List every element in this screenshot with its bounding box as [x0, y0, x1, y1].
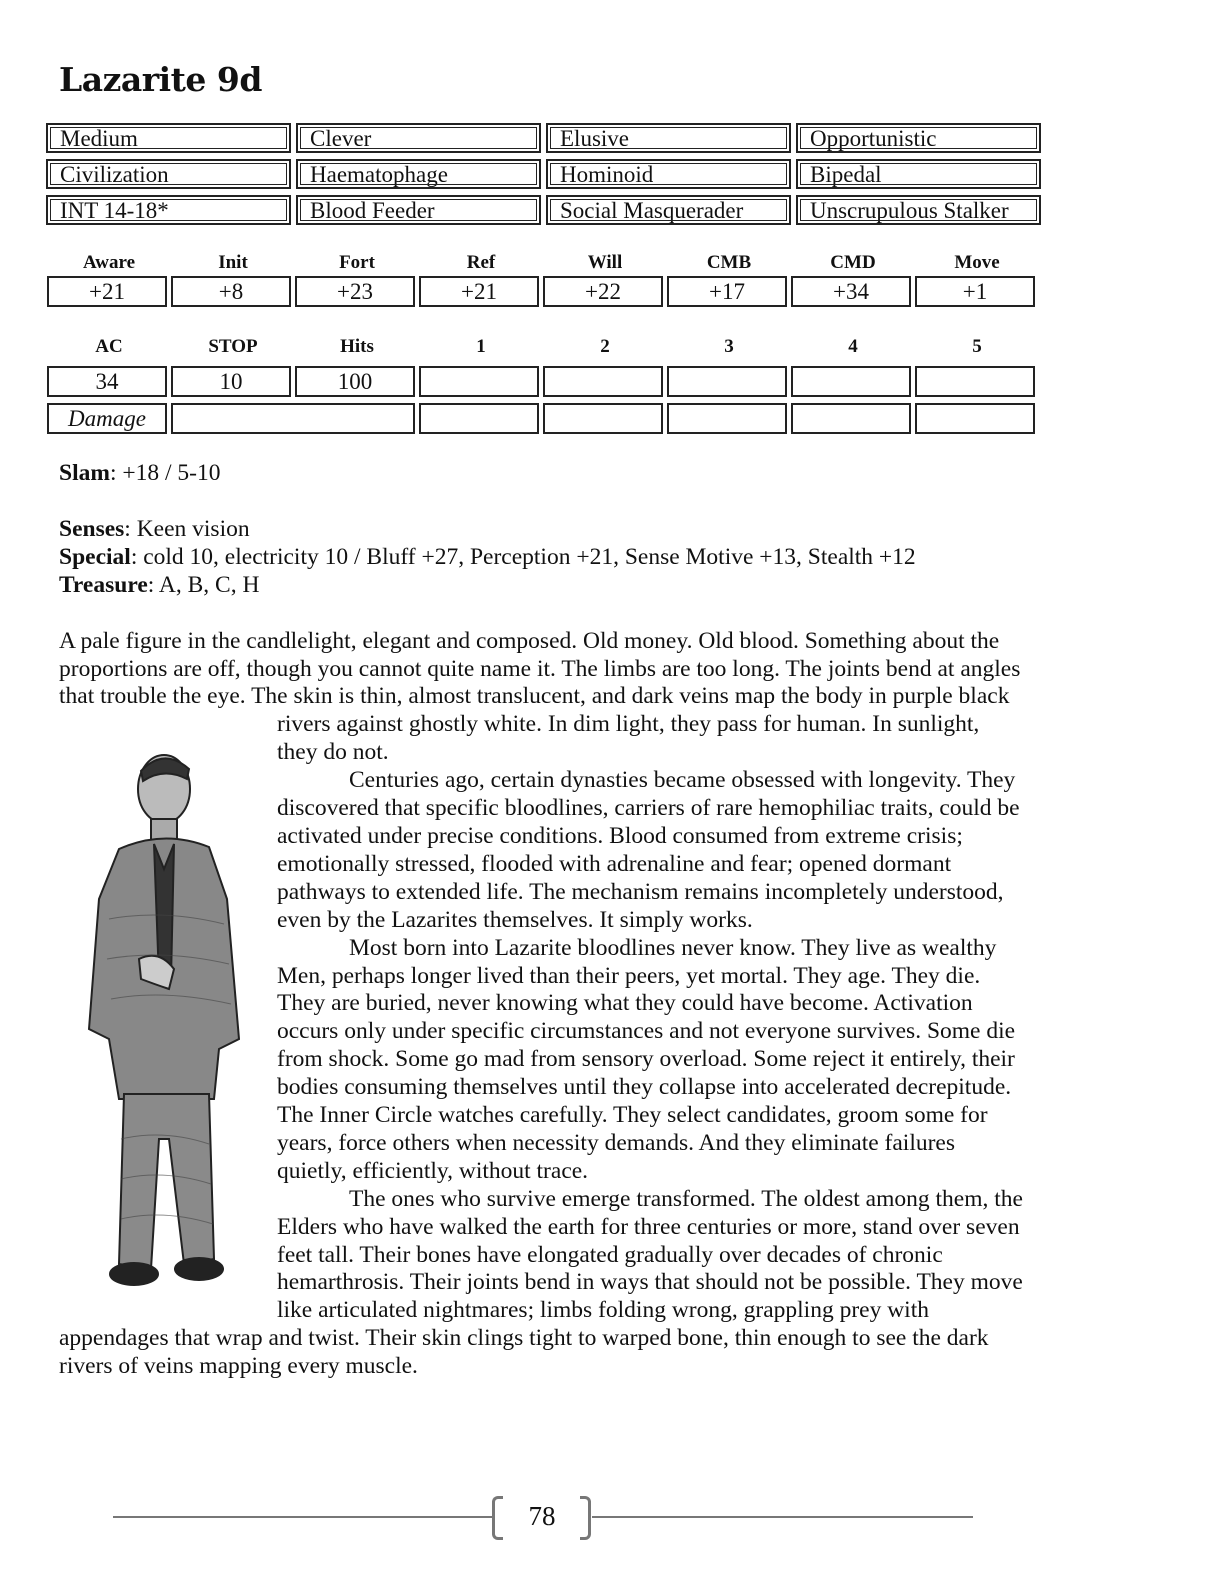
description-paragraph: The ones who survive emerge transformed. The oldest among them, the Elders who have walked the earth for three centuries or more, stand over seven feet tall. Their bones have elongated gradually over decades of chronic hemarthrosis. Their joints bend in ways that should not be possible. They move like articulated nightmares; limbs folding wrong, grappling prey with appendages that wrap and twist. Their skin clings tight to warped bone, thin enough to see the dark rivers of veins mapping every muscle.: [59, 1185, 1023, 1380]
trait-cell: Social Masquerader: [546, 195, 791, 225]
stat-value: +23: [295, 276, 415, 307]
trait-cell: Blood Feeder: [296, 195, 541, 225]
damage-box-4[interactable]: [791, 403, 911, 434]
stat-value: +34: [791, 276, 911, 307]
damage-box[interactable]: [171, 403, 415, 434]
footer-rule-right: [592, 1516, 973, 1518]
page-title: Lazarite 9d: [59, 60, 262, 99]
stat-header: Init: [218, 252, 248, 273]
defense-header: 1: [476, 336, 486, 357]
description-paragraph: Most born into Lazarite bloodlines never know. They live as wealthy Men, perhaps longer lived than their peers, yet mortal. They age. They die. They are buried, never knowing what they could have become. Activation occurs only under specific circumstances and not everyone survives. Some die from shock. Some go mad from sensory overload. Some reject it entirely, their bodies consuming themselves until they collapse into accelerated decrepitude. The Inner Circle watches carefully. They select candidates, groom some for years, force others when necessity demands. And they eliminate failures quietly, efficiently, without trace.: [277, 934, 1016, 1184]
stat-header: Will: [587, 252, 623, 273]
treasure-label: Treasure: [59, 571, 148, 598]
defense-header: 3: [724, 336, 734, 357]
defense-header: AC: [95, 336, 123, 357]
stop-value: 10: [171, 366, 291, 397]
wound-box-4[interactable]: [791, 366, 911, 397]
wound-box-5[interactable]: [915, 366, 1035, 397]
attack-line: [59, 460, 1024, 488]
senses-value: : Keen vision: [124, 515, 250, 542]
defense-header: Hits: [340, 336, 374, 357]
footer-rule-left: [113, 1516, 493, 1518]
defense-header: 5: [972, 336, 982, 357]
defense-header: STOP: [208, 336, 258, 357]
trait-cell: Unscrupulous Stalker: [796, 195, 1041, 225]
body-text: [59, 460, 1024, 1381]
gentleman-illustration: [59, 739, 277, 1325]
defense-header: 2: [600, 336, 610, 357]
senses-line: [59, 516, 1024, 544]
stat-value: +17: [667, 276, 787, 307]
treasure-line: [59, 572, 1024, 600]
special-value: : cold 10, electricity 10 / Bluff +27, Perception +21, Sense Motive +13, Stealth +12: [130, 543, 916, 570]
damage-box-5[interactable]: [915, 403, 1035, 434]
trait-cell: Medium: [46, 123, 291, 153]
trait-cell: INT 14-18*: [46, 195, 291, 225]
trait-cell: Hominoid: [546, 159, 791, 189]
description-paragraph: Centuries ago, certain dynasties became obsessed with longevity. They discovered that specific bloodlines, carriers of rare hemophiliac traits, could be activated under precise conditions. Blood consumed from extreme crisis; emotionally stressed, flooded with adrenaline and fear; opened dormant pathways to extended life. The mechanism remains incompletely understood, even by the Lazarites themselves. It simply works.: [277, 767, 1020, 933]
damage-box-3[interactable]: [667, 403, 787, 434]
defense-table: [47, 336, 1039, 434]
stat-header: Fort: [339, 252, 375, 273]
trait-cell: Civilization: [46, 159, 291, 189]
ac-value: 34: [47, 366, 167, 397]
stat-value: +8: [171, 276, 291, 307]
trait-cell: Clever: [296, 123, 541, 153]
wound-box-1[interactable]: [419, 366, 539, 397]
treasure-value: : A, B, C, H: [147, 571, 260, 598]
page-bracket-right: [580, 1496, 591, 1540]
special-line: [59, 544, 1024, 572]
trait-cell: Haematophage: [296, 159, 541, 189]
defense-header: 4: [848, 336, 858, 357]
stat-value: +21: [419, 276, 539, 307]
stat-header: Ref: [466, 252, 496, 273]
trait-cell: Opportunistic: [796, 123, 1041, 153]
damage-box-1[interactable]: [419, 403, 539, 434]
special-label: Special: [59, 543, 131, 570]
trait-cell: Elusive: [546, 123, 791, 153]
stat-header: Aware: [82, 252, 136, 273]
damage-label: Damage: [47, 403, 167, 434]
stat-value: +21: [47, 276, 167, 307]
stat-value: +22: [543, 276, 663, 307]
trait-cell: Bipedal: [796, 159, 1041, 189]
stat-header: Move: [954, 252, 1000, 273]
attack-value: : +18 / 5-10: [109, 460, 221, 486]
stat-header: CMB: [706, 252, 752, 273]
stat-value: +1: [915, 276, 1035, 307]
senses-label: Senses: [59, 515, 125, 542]
damage-box-2[interactable]: [543, 403, 663, 434]
page-number: 78: [528, 1501, 556, 1531]
saves-table: [47, 252, 1039, 307]
stat-header: CMD: [830, 252, 876, 273]
hits-value: 100: [295, 366, 415, 397]
wound-box-3[interactable]: [667, 366, 787, 397]
traits-grid: [46, 123, 1041, 225]
wound-box-2[interactable]: [543, 366, 663, 397]
description-paragraph: A pale figure in the candlelight, elegant and composed. Old money. Old blood. Something about the proportions are off, though you cannot quite name it. The limbs are too long. The joints bend at angles that trouble the eye. The skin is thin, almost translucent, and dark veins map the body in purple black rivers against ghostly white. In dim light, they pass for human. In sunlight, they do not.: [59, 627, 1021, 766]
attack-label: Slam: [59, 460, 110, 486]
